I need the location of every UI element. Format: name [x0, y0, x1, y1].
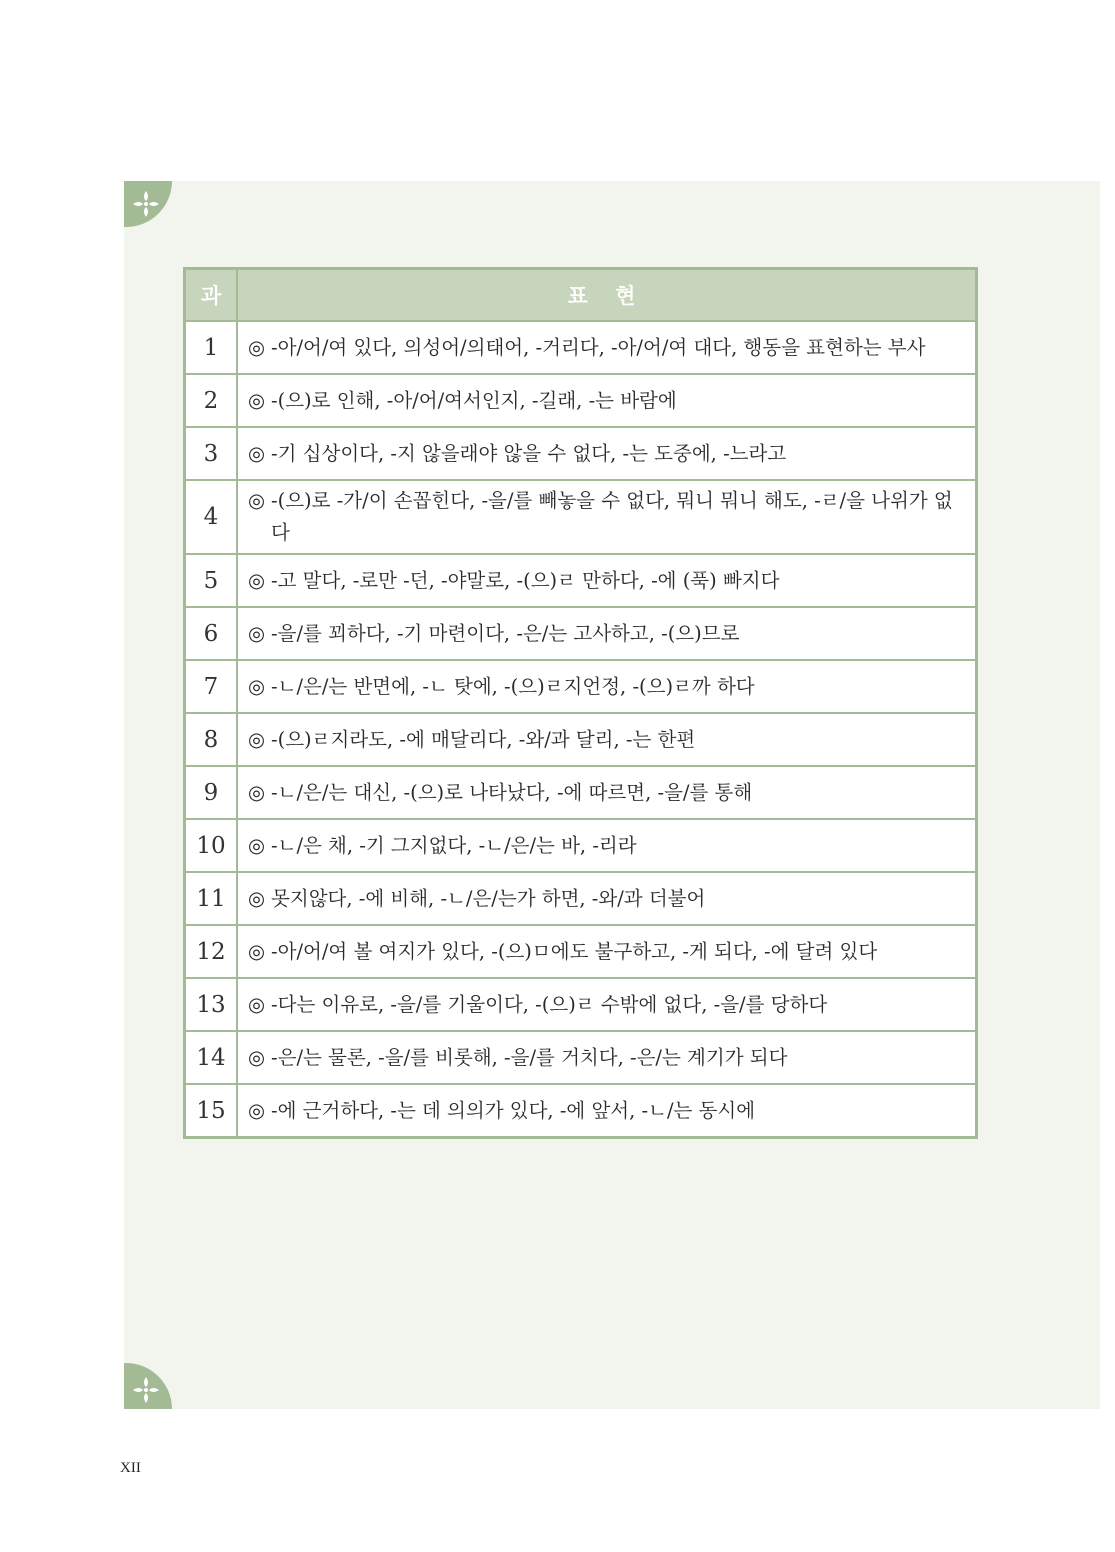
expression-cell	[237, 607, 977, 660]
expression-column-header: 표 현	[237, 269, 977, 322]
table-row	[185, 374, 977, 427]
expression-table	[183, 267, 978, 1139]
table-row	[185, 427, 977, 480]
table-row	[185, 554, 977, 607]
bullet-mark: ◎	[248, 489, 266, 512]
expression-text: -에 근거하다, -는 데 의의가 있다, -에 앞서, -ㄴ/는 동시에	[271, 1098, 756, 1122]
page-number: XII	[120, 1460, 141, 1476]
expression-text: -ㄴ/은/는 대신, -(으)로 나타났다, -에 따르면, -을/를 통해	[271, 780, 753, 804]
lesson-number: 13	[185, 978, 238, 1031]
expression-text: -고 말다, -로만 -던, -야말로, -(으)ㄹ 만하다, -에 (푹) 빠지다	[271, 568, 780, 592]
expression-cell	[237, 480, 977, 554]
expression-text: 못지않다, -에 비해, -ㄴ/은/는가 하면, -와/과 더불어	[271, 886, 706, 910]
bullet-mark: ◎	[248, 674, 266, 698]
table-row	[185, 480, 977, 554]
lesson-number: 5	[185, 554, 238, 607]
expression-cell	[237, 872, 977, 925]
expression-text: -아/어/여 있다, 의성어/의태어, -거리다, -아/어/여 대다, 행동을 표현하는 부사	[271, 335, 926, 359]
expression-cell	[237, 713, 977, 766]
lesson-number: 8	[185, 713, 238, 766]
table-row	[185, 607, 977, 660]
expression-cell	[237, 374, 977, 427]
lesson-number: 6	[185, 607, 238, 660]
bullet-mark: ◎	[248, 886, 266, 910]
expression-text: -(으)로 -가/이 손꼽힌다, -을/를 빼놓을 수 없다, 뭐니 뭐니 해도, -ㄹ/을 나위가 없다	[271, 489, 953, 544]
bullet-mark: ◎	[248, 780, 266, 804]
bullet-mark: ◎	[248, 727, 266, 751]
lesson-number: 9	[185, 766, 238, 819]
bullet-mark: ◎	[248, 335, 266, 359]
bullet-mark: ◎	[248, 833, 266, 857]
flower-ornament-icon	[131, 1375, 161, 1405]
table-row	[185, 766, 977, 819]
expression-cell	[237, 427, 977, 480]
table-row	[185, 1031, 977, 1084]
expression-cell	[237, 1084, 977, 1138]
bullet-mark: ◎	[248, 441, 266, 465]
expression-text: -아/어/여 볼 여지가 있다, -(으)ㅁ에도 불구하고, -게 되다, -에 달려 있다	[271, 939, 878, 963]
lesson-column-header: 과	[185, 269, 238, 322]
lesson-number: 14	[185, 1031, 238, 1084]
bullet-mark: ◎	[248, 1045, 266, 1069]
table-row	[185, 321, 977, 374]
bullet-mark: ◎	[248, 1098, 266, 1122]
bullet-mark: ◎	[248, 388, 266, 412]
expression-text: -ㄴ/은 채, -기 그지없다, -ㄴ/은/는 바, -리라	[271, 833, 637, 857]
lesson-number: 12	[185, 925, 238, 978]
table-row	[185, 872, 977, 925]
expression-cell	[237, 925, 977, 978]
expression-cell	[237, 766, 977, 819]
table-row	[185, 660, 977, 713]
lesson-number: 15	[185, 1084, 238, 1138]
lesson-number: 2	[185, 374, 238, 427]
table-header-row	[185, 269, 977, 322]
lesson-number: 1	[185, 321, 238, 374]
expression-cell	[237, 660, 977, 713]
expression-cell	[237, 978, 977, 1031]
bullet-mark: ◎	[248, 621, 266, 645]
lesson-number: 11	[185, 872, 238, 925]
table-row	[185, 819, 977, 872]
expression-cell	[237, 819, 977, 872]
expression-cell	[237, 1031, 977, 1084]
bullet-mark: ◎	[248, 568, 266, 592]
expression-cell	[237, 321, 977, 374]
lesson-number: 3	[185, 427, 238, 480]
table-row	[185, 978, 977, 1031]
expression-text: -은/는 물론, -을/를 비롯해, -을/를 거치다, -은/는 계기가 되다	[271, 1045, 788, 1069]
expression-text: -(으)ㄹ지라도, -에 매달리다, -와/과 달리, -는 한편	[271, 727, 696, 751]
table-row	[185, 1084, 977, 1138]
lesson-number: 4	[185, 480, 238, 554]
expression-text: -ㄴ/은/는 반면에, -ㄴ 탓에, -(으)ㄹ지언정, -(으)ㄹ까 하다	[271, 674, 755, 698]
bullet-mark: ◎	[248, 992, 266, 1016]
table-row	[185, 713, 977, 766]
bullet-mark: ◎	[248, 939, 266, 963]
table-row	[185, 925, 977, 978]
expression-text: -(으)로 인해, -아/어/여서인지, -길래, -는 바람에	[271, 388, 677, 412]
flower-ornament-icon	[131, 189, 161, 219]
lesson-number: 10	[185, 819, 238, 872]
expression-text: -을/를 꾀하다, -기 마련이다, -은/는 고사하고, -(으)므로	[271, 621, 740, 645]
lesson-number: 7	[185, 660, 238, 713]
expression-text: -다는 이유로, -을/를 기울이다, -(으)ㄹ 수밖에 없다, -을/를 당하다	[271, 992, 828, 1016]
expression-cell	[237, 554, 977, 607]
expression-text: -기 십상이다, -지 않을래야 않을 수 없다, -는 도중에, -느라고	[271, 441, 787, 465]
table-body	[185, 321, 977, 1138]
